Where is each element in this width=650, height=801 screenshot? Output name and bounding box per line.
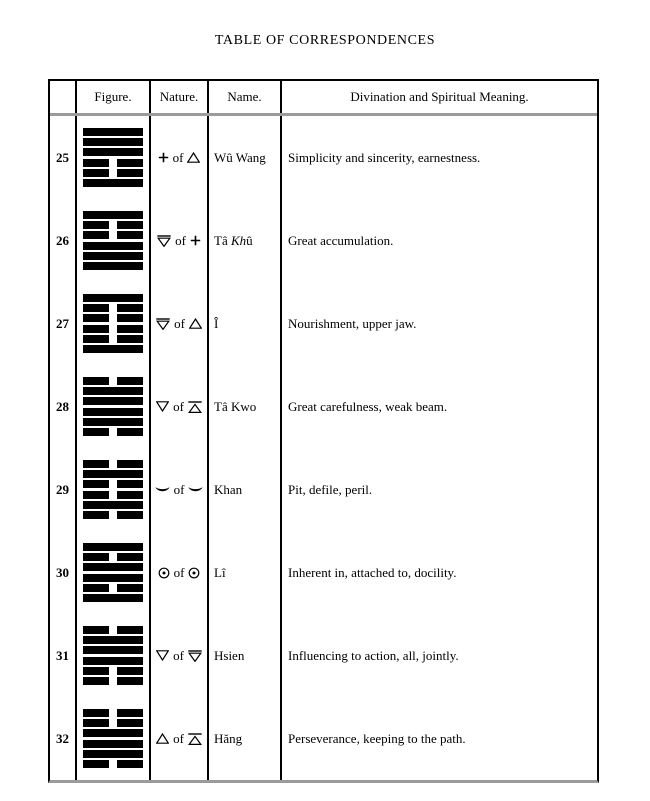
header-name: Name. — [209, 81, 282, 113]
hexagram-line-segment — [117, 304, 143, 312]
hexagram-line-segment — [83, 428, 109, 436]
hexagram-figure — [83, 294, 143, 353]
hexagram-name-segment: Tâ Kwo — [214, 398, 257, 414]
hexagram-line-solid — [83, 543, 143, 551]
hexagram-line-segment — [83, 491, 109, 499]
hexagram-figure — [83, 128, 143, 187]
nature-connector: of — [173, 481, 185, 497]
hexagram-line-broken — [83, 221, 143, 229]
page-title: TABLE OF CORRESPONDENCES — [214, 33, 436, 48]
hexagram-line-segment — [83, 231, 109, 239]
hexagram-line-segment — [83, 460, 109, 468]
divination-meaning: Simplicity and sincerity, earnestness. — [288, 149, 481, 165]
hexagram-name-segment: Hsien — [214, 647, 245, 663]
table-row — [50, 199, 597, 282]
triangle-down-overline-icon — [156, 318, 170, 330]
hexagram-line-broken — [83, 584, 143, 592]
hexagram-line-segment — [83, 480, 109, 488]
divination-meaning: Pit, defile, peril. — [288, 481, 373, 497]
triangle-down-icon — [156, 401, 169, 412]
hexagram-line-segment — [83, 719, 109, 727]
hexagram-name-segment: Khan — [214, 481, 243, 497]
hexagram-number: 30 — [56, 564, 69, 580]
hexagram-name — [214, 150, 266, 166]
hexagram-line-solid — [83, 418, 143, 426]
hexagram-line-segment — [83, 169, 109, 177]
table-row — [50, 448, 597, 531]
hexagram-line-segment — [117, 667, 143, 675]
divination-meaning: Perseverance, keeping to the path. — [288, 730, 466, 746]
hexagram-number: 32 — [56, 730, 69, 746]
hexagram-line-solid — [83, 211, 143, 219]
table-row — [50, 116, 597, 199]
hexagram-line-solid — [83, 148, 143, 156]
hexagram-name-segment: û — [246, 232, 253, 248]
divination-meaning: Nourishment, upper jaw. — [288, 315, 417, 331]
nature-formula — [158, 565, 201, 581]
hexagram-line-solid — [83, 128, 143, 136]
hexagram-name — [214, 316, 218, 332]
hexagram-line-segment — [83, 159, 109, 167]
hexagram-line-segment — [117, 325, 143, 333]
hexagram-name — [214, 648, 244, 664]
hexagram-line-broken — [83, 480, 143, 488]
nature-connector: of — [173, 398, 184, 414]
hexagram-name — [214, 731, 242, 747]
hexagram-figure — [83, 460, 143, 519]
hexagram-name-segment: Wû Wang — [214, 149, 266, 165]
hexagram-line-segment — [83, 677, 109, 685]
hexagram-line-segment — [117, 159, 143, 167]
hexagram-line-segment — [117, 760, 143, 768]
hexagram-line-solid — [83, 242, 143, 250]
hexagram-line-broken — [83, 335, 143, 343]
hexagram-line-segment — [117, 553, 143, 561]
header-meaning: Divination and Spiritual Meaning. — [350, 89, 529, 104]
hexagram-line-solid — [83, 138, 143, 146]
triangle-up-overline-icon — [188, 733, 202, 745]
hexagram-line-segment — [83, 304, 109, 312]
hexagram-line-solid — [83, 750, 143, 758]
nature-connector: of — [174, 315, 185, 331]
hexagram-name-segment: Kh — [230, 232, 247, 248]
hexagram-figure — [83, 626, 143, 685]
hexagram-line-broken — [83, 667, 143, 675]
hexagram-line-broken — [83, 719, 143, 727]
triangle-up-icon — [187, 152, 200, 163]
table-body — [50, 116, 597, 780]
hexagram-line-broken — [83, 377, 143, 385]
divination-meaning: Great accumulation. — [288, 232, 394, 248]
hexagram-number: 29 — [56, 481, 69, 497]
hexagram-line-segment — [83, 221, 109, 229]
hexagram-line-solid — [83, 657, 143, 665]
hexagram-line-solid — [83, 179, 143, 187]
hexagram-line-broken — [83, 626, 143, 634]
hexagram-line-solid — [83, 646, 143, 654]
triangle-down-overline-icon — [157, 235, 171, 247]
triangle-up-icon — [156, 733, 169, 744]
hexagram-name — [214, 233, 253, 249]
hexagram-line-broken — [83, 553, 143, 561]
triangle-up-icon — [189, 318, 202, 329]
triangle-down-overline-icon — [188, 650, 202, 662]
triangle-down-icon — [156, 650, 169, 661]
hexagram-figure — [83, 377, 143, 436]
nature-formula — [156, 648, 202, 664]
hexagram-line-broken — [83, 460, 143, 468]
header-number — [50, 81, 77, 113]
circled-dot-icon — [188, 567, 200, 579]
nature-connector: of — [173, 647, 184, 663]
hexagram-name-segment: Î — [214, 315, 219, 331]
hexagram-line-segment — [117, 584, 143, 592]
hexagram-line-solid — [83, 501, 143, 509]
hexagram-line-solid — [83, 397, 143, 405]
hexagram-number: 26 — [56, 232, 69, 248]
circled-dot-icon — [158, 567, 170, 579]
hexagram-line-broken — [83, 325, 143, 333]
hexagram-line-segment — [117, 677, 143, 685]
hexagram-line-solid — [83, 636, 143, 644]
hexagram-line-solid — [83, 262, 143, 270]
header-nature: Nature. — [151, 81, 209, 113]
nature-connector: of — [173, 564, 185, 580]
hexagram-number: 28 — [56, 398, 69, 414]
hexagram-name — [214, 565, 226, 581]
hexagram-line-broken — [83, 169, 143, 177]
nature-connector: of — [175, 232, 186, 248]
hexagram-line-broken — [83, 159, 143, 167]
hexagram-line-solid — [83, 594, 143, 602]
hexagram-line-segment — [83, 325, 109, 333]
table-row — [50, 531, 597, 614]
hexagram-line-segment — [83, 511, 109, 519]
triangle-up-overline-icon — [188, 401, 202, 413]
hexagram-number: 25 — [56, 149, 69, 165]
header-figure: Figure. — [77, 81, 151, 113]
hexagram-line-segment — [83, 626, 109, 634]
hexagram-line-solid — [83, 345, 143, 353]
hexagram-line-broken — [83, 491, 143, 499]
hexagram-line-broken — [83, 677, 143, 685]
hexagram-line-segment — [83, 314, 109, 322]
hexagram-line-solid — [83, 740, 143, 748]
hexagram-line-solid — [83, 470, 143, 478]
hexagram-figure — [83, 709, 143, 768]
hexagram-line-segment — [117, 377, 143, 385]
table-row — [50, 282, 597, 365]
hexagram-line-solid — [83, 729, 143, 737]
hexagram-line-broken — [83, 231, 143, 239]
hexagram-number: 31 — [56, 647, 69, 663]
hexagram-line-segment — [83, 584, 109, 592]
hexagram-line-segment — [117, 719, 143, 727]
hexagram-line-segment — [117, 428, 143, 436]
divination-meaning: Great carefulness, weak beam. — [288, 398, 448, 414]
hexagram-number: 27 — [56, 315, 69, 331]
hexagram-line-segment — [83, 335, 109, 343]
hexagram-name-segment: Lî — [214, 564, 226, 580]
table-header-row — [50, 81, 597, 116]
nature-formula — [156, 316, 202, 332]
hexagram-line-segment — [83, 667, 109, 675]
hexagram-line-broken — [83, 314, 143, 322]
hexagram-line-segment — [117, 480, 143, 488]
hexagram-line-broken — [83, 709, 143, 717]
hexagram-figure — [83, 543, 143, 602]
table-row — [50, 365, 597, 448]
divination-meaning: Inherent in, attached to, docility. — [288, 564, 457, 580]
hexagram-name — [214, 482, 242, 498]
nature-formula — [156, 399, 202, 415]
hexagram-line-segment — [83, 760, 109, 768]
correspondences-table — [48, 79, 599, 783]
divination-meaning: Influencing to action, all, jointly. — [288, 647, 459, 663]
crescent-icon — [155, 486, 170, 494]
nature-formula — [156, 731, 202, 747]
hexagram-line-segment — [117, 169, 143, 177]
hexagram-line-segment — [83, 553, 109, 561]
hexagram-line-segment — [117, 231, 143, 239]
nature-formula — [158, 150, 201, 166]
hexagram-line-solid — [83, 294, 143, 302]
plus-icon — [158, 152, 169, 163]
hexagram-line-solid — [83, 563, 143, 571]
hexagram-line-solid — [83, 574, 143, 582]
crescent-icon — [188, 486, 203, 494]
hexagram-line-segment — [117, 511, 143, 519]
hexagram-line-segment — [117, 460, 143, 468]
plus-icon — [190, 235, 201, 246]
hexagram-figure — [83, 211, 143, 270]
hexagram-line-segment — [83, 709, 109, 717]
hexagram-line-segment — [117, 314, 143, 322]
hexagram-name-segment: Hăng — [214, 730, 243, 746]
hexagram-line-broken — [83, 760, 143, 768]
hexagram-line-segment — [117, 491, 143, 499]
hexagram-line-broken — [83, 428, 143, 436]
hexagram-line-segment — [117, 709, 143, 717]
hexagram-name — [214, 399, 256, 415]
hexagram-line-segment — [117, 221, 143, 229]
hexagram-line-solid — [83, 252, 143, 260]
table-row — [50, 614, 597, 697]
hexagram-line-segment — [117, 626, 143, 634]
nature-formula — [157, 233, 201, 249]
table-row — [50, 697, 597, 780]
hexagram-line-broken — [83, 511, 143, 519]
hexagram-line-segment — [117, 335, 143, 343]
hexagram-line-segment — [83, 377, 109, 385]
hexagram-name-segment: Tâ — [214, 232, 231, 248]
hexagram-line-broken — [83, 304, 143, 312]
hexagram-line-solid — [83, 387, 143, 395]
nature-formula — [155, 482, 204, 498]
nature-connector: of — [173, 730, 184, 746]
hexagram-line-solid — [83, 408, 143, 416]
nature-connector: of — [172, 149, 184, 165]
